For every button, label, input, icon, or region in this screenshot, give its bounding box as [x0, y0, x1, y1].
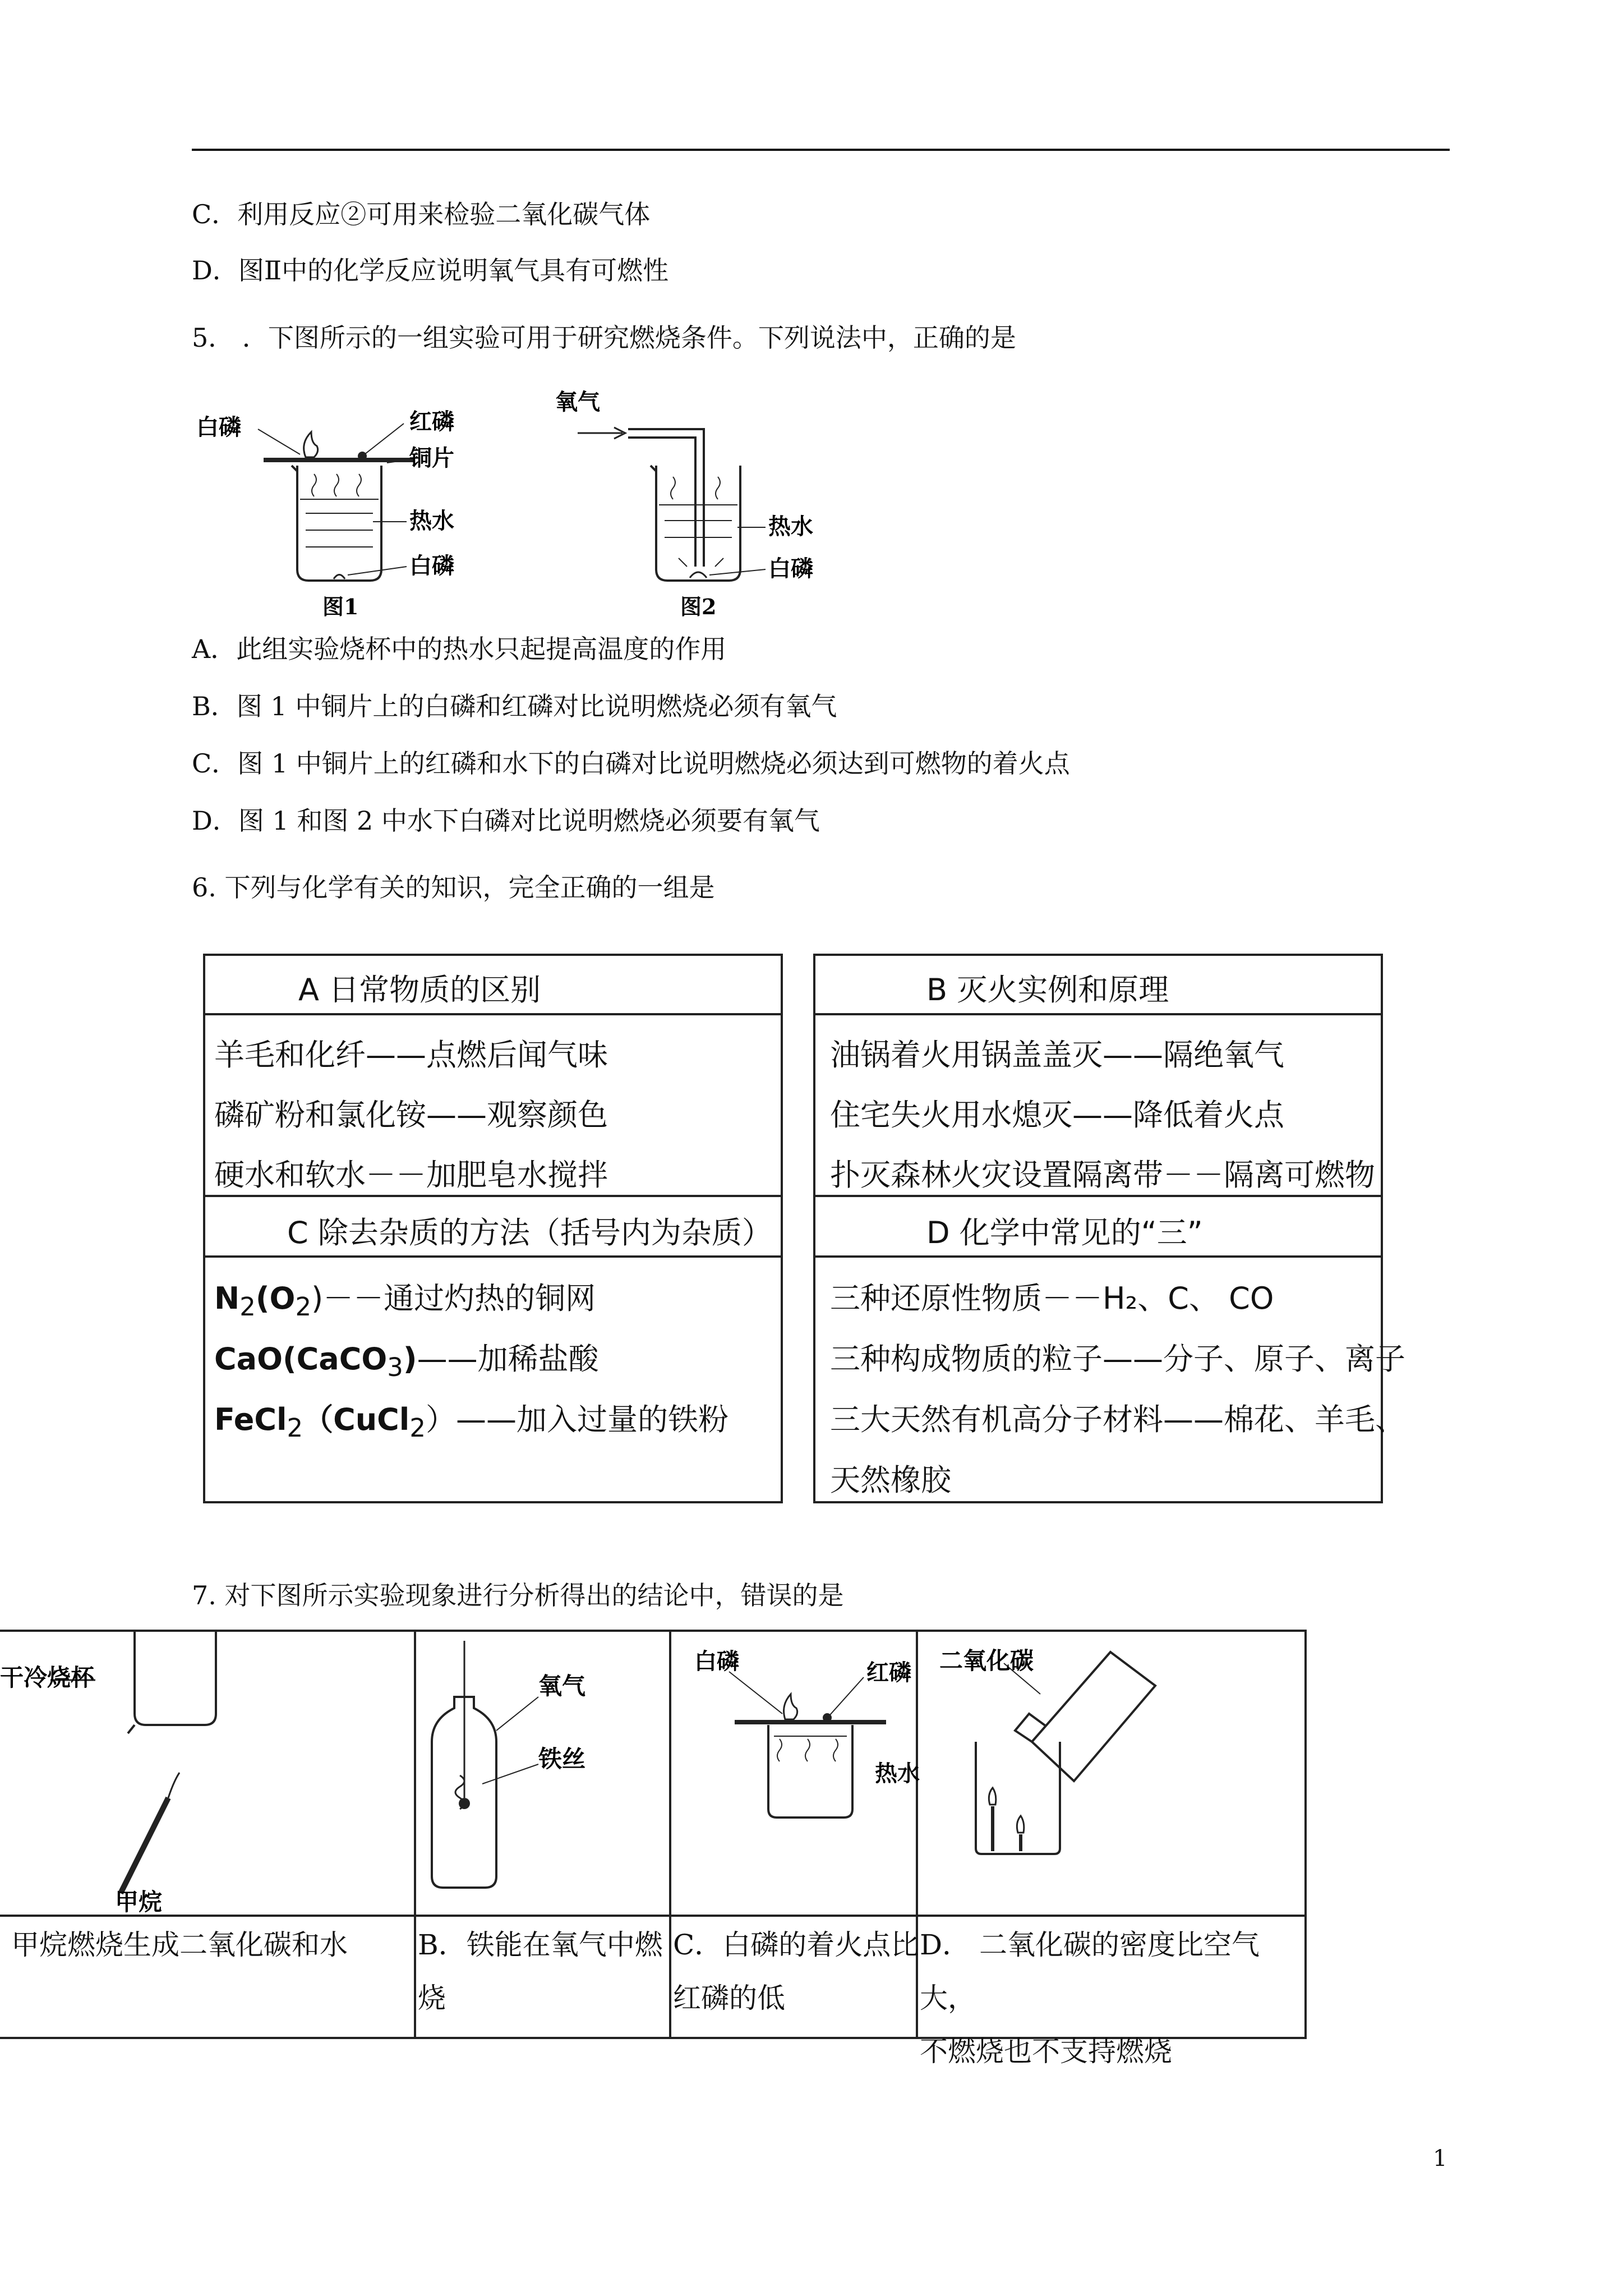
q5-option-d: D．图 1 和图 2 中水下白磷对比说明燃烧必须要有氧气: [192, 806, 820, 836]
q7-label-red-p: 红磷: [866, 1659, 911, 1686]
header-rule: [192, 149, 1450, 151]
q6-d-line-2: 三种构成物质的粒子——分子、原子、离子: [830, 1341, 1405, 1377]
q6-b-line-1: 油锅着火用锅盖盖灭——隔绝氧气: [830, 1037, 1284, 1073]
q7-caption-d: D． 二氧化碳的密度比空气大， 不燃烧也不支持燃烧: [920, 1929, 1260, 2068]
label-hot-water-1: 热水: [409, 508, 454, 534]
label-white-p-2: 白磷: [409, 553, 454, 579]
q4-option-c: C．利用反应②可用来检验二氧化碳气体: [192, 199, 651, 229]
q7-caption-b: B．铁能在氧气中燃 烧: [418, 1929, 663, 2014]
q6-d-line-4: 天然橡胶: [830, 1462, 951, 1498]
q6-head-c: C 除去杂质的方法（括号内为杂质）: [287, 1215, 772, 1250]
q6-table: [203, 954, 1405, 1503]
q6-head-d: D 化学中常见的“三”: [926, 1215, 1203, 1250]
q6-stem: 6. 下列与化学有关的知识，完全正确的一组是: [192, 872, 715, 903]
q7-caption-c: C．白磷的着火点比 红磷的低: [673, 1929, 919, 2014]
q5-stem: 5． ．下图所示的一组实验可用于研究燃烧条件。下列说法中，正确的是: [192, 323, 1016, 353]
label-copper: 铜片: [409, 445, 454, 471]
q6-b-line-2: 住宅失火用水熄灭——降低着火点: [830, 1097, 1284, 1133]
q6-head-b: B 灭火实例和原理: [926, 972, 1169, 1007]
q7-label-oxygen: 氧气: [538, 1672, 586, 1700]
q7-label-methane: 甲烷: [115, 1888, 163, 1916]
q6-a-line-3: 硬水和软水－－加肥皂水搅拌: [214, 1157, 608, 1193]
label-white-p-1: 白磷: [196, 414, 241, 440]
q5-option-a: A．此组实验烧杯中的热水只起提高温度的作用: [192, 634, 727, 664]
q6-c-line-1: $N_2(O_2)--$通过灼热的铜网: [214, 1281, 596, 1322]
q6-a-line-2: 磷矿粉和氯化铵——观察颜色: [214, 1097, 608, 1133]
q5-option-b: B．图 1 中铜片上的白磷和红磷对比说明燃烧必须有氧气: [192, 691, 837, 721]
q5-option-c: C．图 1 中铜片上的红磷和水下的白磷对比说明燃烧必须达到可燃物的着火点: [192, 748, 1070, 779]
label-oxygen: 氧气: [555, 389, 600, 415]
red-phosphorus-dot: [358, 452, 367, 461]
q6-c-line-3: FeCl$_2$（CuCl$_2$）——加入过量的铁粉: [214, 1402, 728, 1443]
fig2-caption: 图2: [680, 594, 717, 619]
label-red-p: 红磷: [409, 408, 454, 435]
q7-label-cold-beaker: 干冷烧杯: [0, 1664, 95, 1691]
q6-c-line-2: CaO(CaCO$_3$)——加稀盐酸: [214, 1341, 599, 1382]
q6-d-line-3: 三大天然有机高分子材料——棉花、羊毛、: [830, 1402, 1405, 1437]
q7-caption-a: 甲烷燃烧生成二氧化碳和水: [11, 1929, 348, 1961]
fig1-caption: 图1: [322, 594, 359, 619]
q7-label-white-p: 白磷: [694, 1648, 739, 1674]
label-hot-water-2: 热水: [768, 513, 813, 540]
q7-label-iron: 铁丝: [538, 1745, 586, 1773]
q6-a-line-1: 羊毛和化纤——点燃后闻气味: [214, 1037, 608, 1073]
q7-label-co2: 二氧化碳: [939, 1647, 1034, 1674]
q6-d-line-1: 三种还原性物质－－H₂、C、 CO: [830, 1281, 1274, 1316]
q6-b-line-3: 扑灭森林火灾设置隔离带－－隔离可燃物: [830, 1157, 1375, 1193]
q6-head-a: A 日常物质的区别: [298, 972, 541, 1007]
q7-table: [0, 1630, 1312, 2068]
page-number: 1: [1433, 2146, 1447, 2171]
q7-label-hot-water: 热水: [875, 1760, 920, 1787]
label-white-p-3: 白磷: [768, 555, 813, 582]
q5-figure: [185, 376, 914, 628]
q4-option-d: D．图Ⅱ中的化学反应说明氧气具有可燃性: [192, 255, 669, 286]
q7-stem: 7. 对下图所示实验现象进行分析得出的结论中，错误的是: [192, 1580, 844, 1611]
